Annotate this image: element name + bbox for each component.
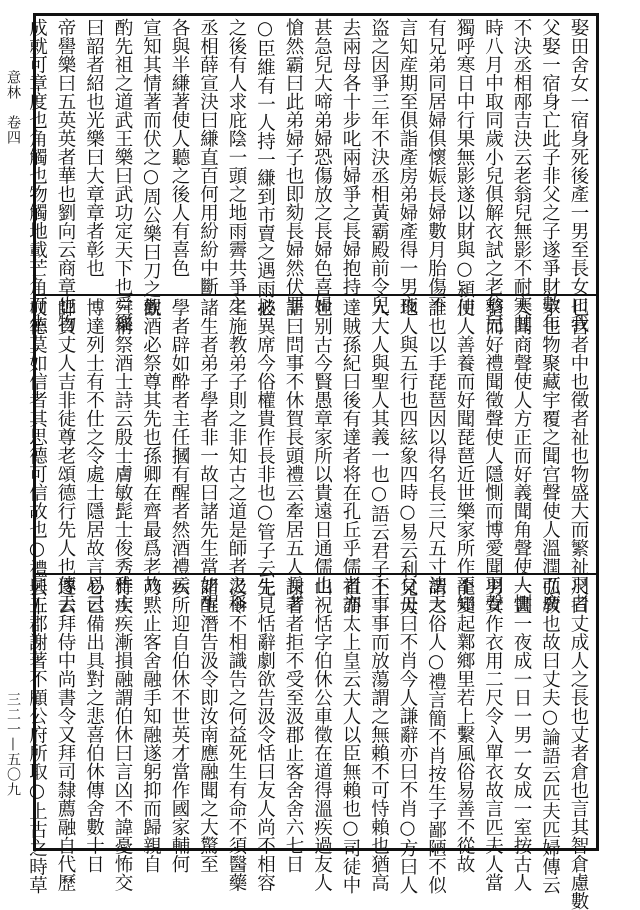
- text-column: 山祝恬字伯休公車徵在道得溫疾過友人: [311, 577, 333, 892]
- text-column: 疾所迎自伯休不世英才當作國家輔何: [169, 577, 190, 873]
- text-column: 達賊孫紀曰後有達者将在孔丘乎儒者亦: [340, 298, 361, 613]
- text-panel-bottom: [26, 573, 596, 910]
- text-column: 汲令不相識告之何益死生有命不須醫藥: [226, 577, 247, 892]
- text-column: 也宫者中也徵者祉也物盛大而繁祉羽者: [568, 298, 589, 613]
- text-column: 各與半縑著使人聽之後人有喜色: [169, 18, 190, 277]
- text-column: 杖德莫如信者其思德可信故也○禮云十: [26, 298, 48, 615]
- text-column: 成就可章度也角觸也物觸地載芒角而生: [26, 18, 48, 333]
- text-column: 之後有人求庇陰一頭之地雨霽共爭之: [226, 18, 247, 314]
- text-column: 言知産期至俱詣產房弟婦產得一男夜: [397, 18, 418, 314]
- text-column: 也别古今賢愚章家所以貴遠日通儒也: [311, 298, 333, 594]
- text-column: 興五郡謝著不顧公府所取○上古之時草: [26, 577, 48, 894]
- text-column: 博達列士有不仕之令處士隱居故言易云: [83, 298, 105, 613]
- text-column: 人大人與聖人其義一也○語云君子上: [368, 298, 390, 597]
- text-column: 誰也以手琵琶因以得名長三尺五寸法天: [425, 298, 447, 613]
- text-column: 生施教弟子則之非知古之道是師者之稱: [226, 298, 247, 613]
- text-column: 丞相薛宣決曰縑直百何用紛紛中斷: [197, 18, 219, 296]
- text-column: 乃黙止客舍融手知融遂躬抑而歸親自: [140, 577, 162, 873]
- text-column: 語曰問事不休賀長頭禮云牽居五人長者: [283, 298, 304, 613]
- text-column: 男女作衣用二尺令入單衣故言匹夫人當: [482, 577, 504, 892]
- text-column: 諸生潛告汲令即汝南應融聞之大驚至: [197, 577, 219, 873]
- text-column: 帝嚳樂曰五英英者華也劉向云商章也物: [55, 18, 76, 333]
- text-column: ○臣維有一人持一縑到市賣之遇雨披: [254, 18, 276, 317]
- text-column: 使人善養而好聞琵琶近世樂家所作不知: [454, 298, 475, 613]
- text-column: 必異席今俗權貴作長非也○管子云先: [254, 298, 276, 597]
- text-column: 盗之因爭三年不決丞相黃霸殿前令兒: [368, 18, 390, 314]
- text-column: 大聞商聲使人方正而好義聞角聲使人惻: [511, 298, 532, 613]
- text-column: 愴然霸曰此弟婦子也即劾長婦然伏罪: [283, 18, 304, 314]
- text-column: 父娶一宿身亡此子非父之子遂爭財數年: [539, 18, 561, 333]
- text-column: 尺曰丈成人之長也丈者倉也言其智倉慮數: [568, 577, 589, 910]
- text-column: 時八月中取同歲小兒俱解衣試之老翁兒: [482, 18, 504, 333]
- text-column: 生見恬辭劇欲告汲令恬曰友人尚不相容: [254, 577, 276, 892]
- text-column: 曰韶者紹也光樂曰大章章者彰也: [83, 18, 105, 277]
- text-column: 諸生者弟子學者非一故曰諸先生當如醒: [197, 298, 219, 613]
- text-column: 遂去拜侍中尚書令又拜司隸薦融自代歷: [55, 577, 76, 892]
- text-column: 不決丞相邴吉決云老翁兒無影不耐寒其: [511, 18, 532, 333]
- text-column: 侍疾疾漸損融謂伯休曰言凶不諱憂怖交: [112, 577, 133, 892]
- text-column: 甚急兒大啼弟婦恐傷放之長婦色喜婦: [311, 18, 333, 314]
- book-title-margin: 意林 卷四: [5, 70, 21, 145]
- text-column: 祖謂太上皇云大人以臣無賴也○司徒中: [340, 577, 361, 894]
- text-panel-middle: [26, 294, 596, 615]
- text-column: 師貞丈人吉非徒尊老頌德行先人也傳云: [55, 298, 76, 613]
- text-column: 父母曰不肖今人謙辭亦曰不肖○方曰人: [397, 577, 418, 894]
- text-column: 地人與五行也四絃象四時○易云利見大: [397, 298, 418, 615]
- text-column: 娶田舍女一宿身死後產一男至長女口我: [568, 18, 589, 333]
- text-panel-top: [26, 16, 596, 333]
- text-frame: [26, 13, 599, 910]
- text-column: 飲酒必祭尊其先也孫卿在齊最爲老故: [140, 298, 162, 594]
- text-column: 獨呼寒日中行果無影遂以財與○潁川: [454, 18, 475, 317]
- text-column: 宇也物聚藏宇覆之聞宫聲使人溫潤而廣: [539, 298, 561, 613]
- text-column: 酌先祖之道武王樂曰武功定天下也舜樂: [112, 18, 133, 333]
- text-column: 弘敎也故曰丈夫○論語云匹夫匹婦傳云: [539, 577, 561, 894]
- text-column: 去兩母各十步叱兩婦爭之長婦抱持: [340, 18, 361, 296]
- text-column: 不事事而放蕩謂之無賴不可恃賴也猶高: [368, 577, 390, 892]
- text-column: 學者辟如酔者主任摑有醒者然酒禮云: [169, 298, 190, 594]
- text-column: 三稱祭酒士詩云殷士膚敏髭士俊秀雅士: [112, 298, 133, 613]
- text-column: 心已備出具對之悲喜伯休傳舍數十日: [83, 577, 105, 873]
- text-column: 宣知其情著而伏之○周公樂曰刀之觀: [140, 18, 162, 317]
- text-column: 一晝一夜成一日一男一女成一室按古人: [511, 577, 532, 892]
- text-column: 謂之俗人○禮言簡不肖按生子鄙陋不似: [425, 577, 447, 894]
- text-column: 龍變起鄴鄉里若上繫風俗易善不從故: [454, 577, 475, 873]
- text-column: 謝著者拒不受至汲郡止客舍舍六七日: [283, 577, 304, 873]
- text-column: 有兄弟同居婦俱懷娠長婦數月胎傷不: [425, 18, 447, 314]
- text-column: 整而好禮聞徵聲使人隱惻而博愛聞羽聲: [482, 298, 504, 613]
- page-number-margin: 三二一—五〇九: [5, 692, 21, 797]
